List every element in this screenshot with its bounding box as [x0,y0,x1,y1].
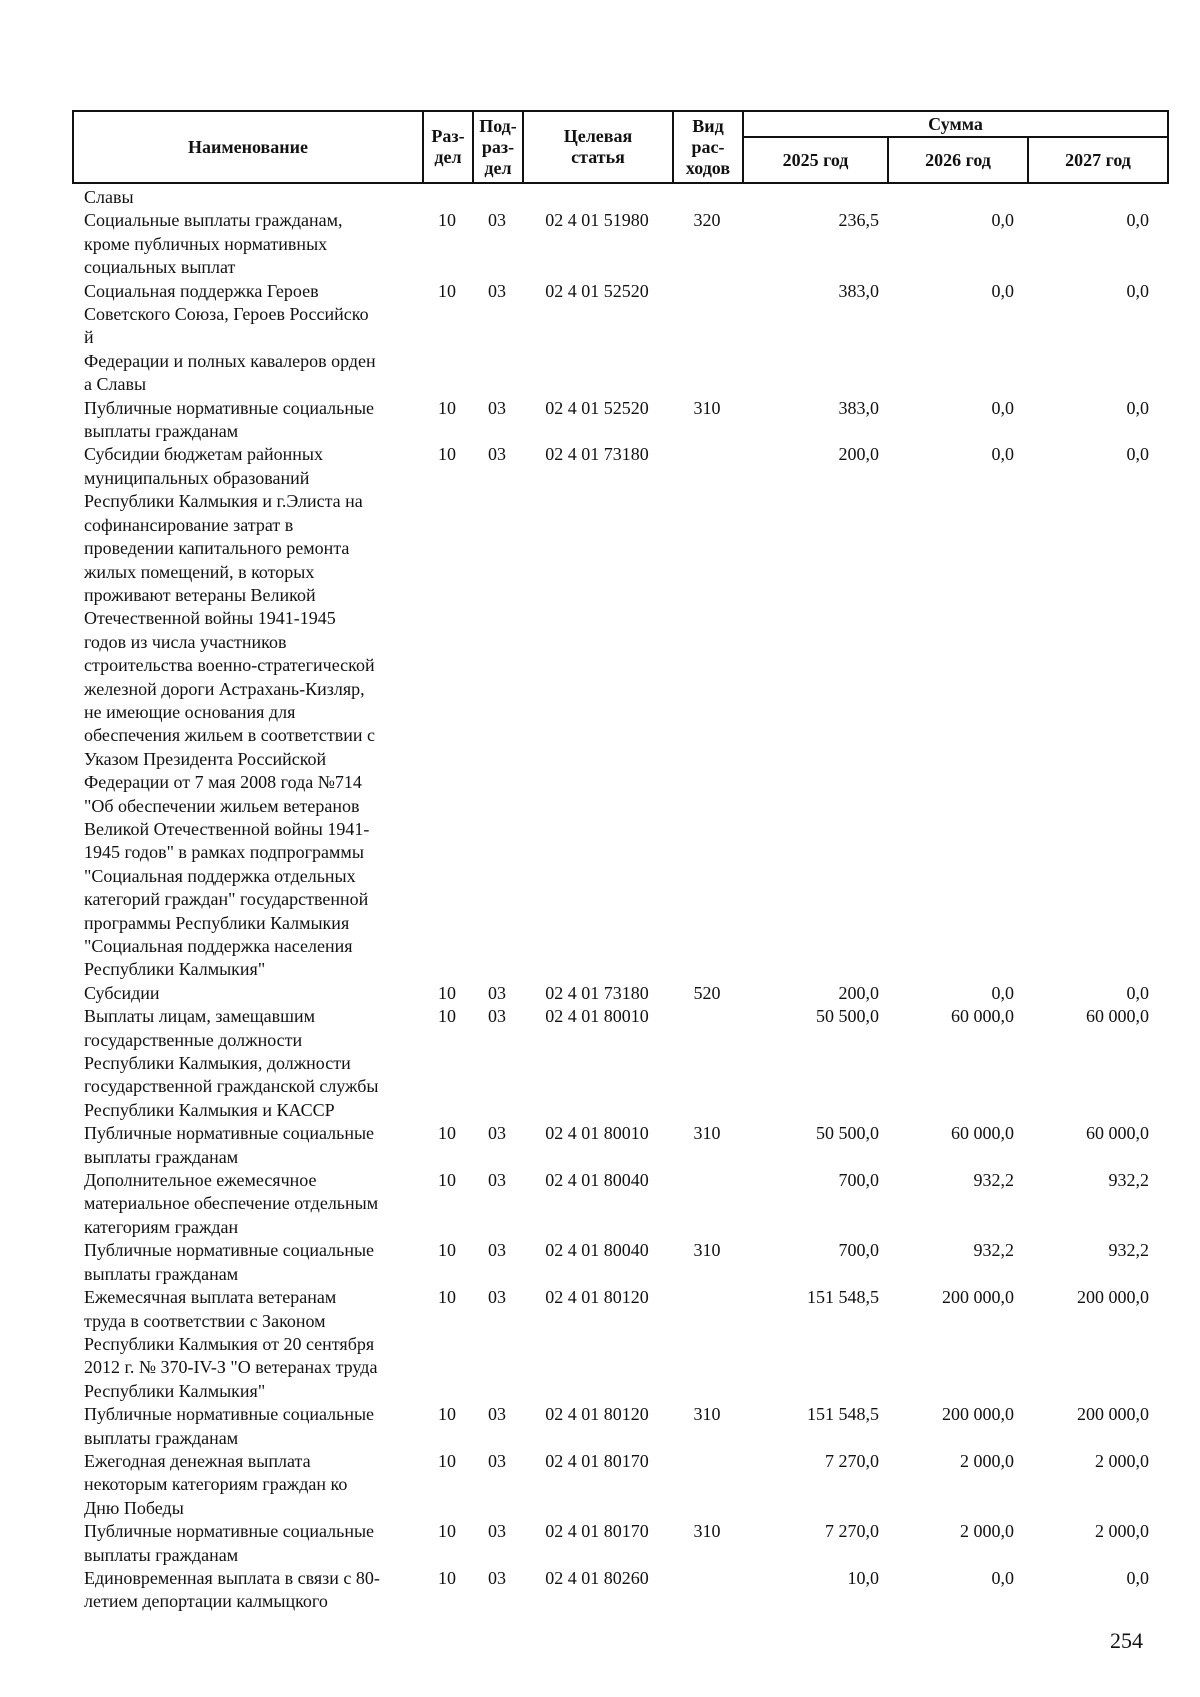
row-celevaya-statya: 02 4 01 80120 [545,1404,649,1425]
row-sum-2027: 2 000,0 [1095,1450,1149,1471]
row-celevaya-statya: 02 4 01 52520 [545,397,649,418]
table-row [72,1286,1167,1403]
row-podrazdel: 03 [488,982,506,1003]
row-sum-2025: 7 270,0 [825,1450,879,1471]
row-vid-rashodov: 320 [693,210,721,231]
row-celevaya-statya: 02 4 01 80170 [545,1521,649,1542]
header-summa: Сумма [743,111,1168,137]
row-razdel: 10 [438,1006,456,1027]
row-sum-2026: 0,0 [991,982,1014,1003]
row-sum-2026: 0,0 [991,444,1014,465]
table-row [72,209,1167,279]
row-podrazdel: 03 [488,1450,506,1471]
row-name: Ежегодная денежная выплата некоторым категориям граждан ко Дню Победы [84,1450,348,1518]
row-celevaya-statya: 02 4 01 80170 [545,1450,649,1471]
row-vid-rashodov: 310 [693,1240,721,1261]
row-podrazdel: 03 [488,397,506,418]
header-celevaya-statya: Целевая статья [523,111,673,183]
row-name: Публичные нормативные социальные выплаты гражданам [84,1521,375,1565]
row-name: Ежемесячная выплата ветеранам труда в соответствии с Законом Республики Калмыкия от 20 сентября 2012 г. № 370-IV-З "О ветеранах труда Республики Калмыкия" [84,1287,378,1401]
row-name: Социальные выплаты гражданам, кроме публичных нормативных социальных выплат [84,210,343,278]
row-sum-2026: 0,0 [991,210,1014,231]
row-name: Социальная поддержка Героев Советского Союза, Героев Российско й Федерации и полных кавалеров орден а Славы [84,280,376,395]
row-razdel: 10 [438,444,456,465]
header-vid-rashodov: Вид рас- ходов [673,111,743,183]
row-name: Субсидии бюджетам районных муниципальных образований Республики Калмыкия и г.Элиста на софинансирование затрат в проведении капитального ремонта жилых помещений, в которых проживают ветераны Великой Отечественной войны 1941-1945 годов из числа участников строительства военно-стратегической железной дороги Астрахань-Кизляр, не имеющие основания для обеспечения жильем в соответствии с Указом Президента Российской Федерации от 7 мая 2008 года №714 "Об обеспечении жильем ветеранов Великой Отечественной войны 1941- 1945 годов" в рамках подпрограммы "Социальная поддержка отдельных категорий граждан" государственной программы Республики Калмыкия "Социальная поддержка населения Республики Калмыкия" [84,444,375,980]
table-row [72,1520,1167,1567]
row-razdel: 10 [438,1521,456,1542]
row-razdel: 10 [438,1450,456,1471]
table-row [72,1169,1167,1239]
row-razdel: 10 [438,280,456,301]
row-vid-rashodov: 310 [693,1123,721,1144]
row-sum-2027: 932,2 [1108,1170,1149,1191]
row-sum-2026: 0,0 [991,1567,1014,1588]
row-podrazdel: 03 [488,1567,506,1588]
row-sum-2027: 60 000,0 [1086,1006,1149,1027]
row-sum-2026: 0,0 [991,280,1014,301]
table-row [72,280,1167,397]
header-year-2026: 2026 год [888,137,1028,183]
row-sum-2025: 151 548,5 [807,1404,879,1425]
row-name: Выплаты лицам, замещавшим государственные должности Республики Калмыкия, должности государственной гражданской службы Республики Калмыкия и КАССР [84,1006,379,1120]
row-podrazdel: 03 [488,280,506,301]
row-razdel: 10 [438,1170,456,1191]
table-row [72,1005,1167,1122]
table-row [72,1567,1167,1614]
header-razdel: Раз- дел [423,111,473,183]
table-row [72,1450,1167,1520]
table-row [72,982,1167,1005]
row-podrazdel: 03 [488,1123,506,1144]
header-podrazdel: Под- раз- дел [473,111,523,183]
row-vid-rashodov: 310 [693,1521,721,1542]
row-name: Дополнительное ежемесячное материальное обеспечение отдельным категориям граждан [84,1170,379,1237]
row-sum-2027: 200 000,0 [1077,1287,1149,1308]
row-sum-2026: 200 000,0 [942,1287,1014,1308]
row-vid-rashodov: 310 [693,1404,721,1425]
row-name: Публичные нормативные социальные выплаты гражданам [84,1404,375,1448]
row-sum-2025: 700,0 [838,1170,879,1191]
row-sum-2027: 2 000,0 [1095,1521,1149,1542]
row-sum-2025: 200,0 [838,982,879,1003]
row-sum-2026: 60 000,0 [951,1123,1014,1144]
row-sum-2025: 151 548,5 [807,1287,879,1308]
row-podrazdel: 03 [488,1170,506,1191]
row-name: Славы [84,187,134,207]
row-celevaya-statya: 02 4 01 80010 [545,1123,649,1144]
row-podrazdel: 03 [488,1006,506,1027]
row-podrazdel: 03 [488,1287,506,1308]
row-sum-2027: 200 000,0 [1077,1404,1149,1425]
row-sum-2025: 10,0 [847,1567,879,1588]
row-sum-2027: 0,0 [1126,982,1149,1003]
table-row [72,1239,1167,1286]
row-razdel: 10 [438,210,456,231]
header-name: Наименование [73,111,423,183]
row-name: Единовременная выплата в связи с 80- летием депортации калмыцкого [84,1567,380,1612]
row-celevaya-statya: 02 4 01 80260 [545,1567,649,1588]
row-sum-2026: 932,2 [973,1170,1014,1191]
row-celevaya-statya: 02 4 01 80040 [545,1170,649,1191]
row-razdel: 10 [438,1567,456,1588]
header-year-2027: 2027 год [1028,137,1168,183]
table-row [72,1403,1167,1450]
row-vid-rashodov: 310 [693,397,721,418]
row-sum-2025: 700,0 [838,1240,879,1261]
row-sum-2025: 236,5 [838,210,879,231]
table-row [72,1122,1167,1169]
row-sum-2027: 0,0 [1126,397,1149,418]
row-celevaya-statya: 02 4 01 80040 [545,1240,649,1261]
row-podrazdel: 03 [488,1404,506,1425]
row-sum-2027: 0,0 [1126,444,1149,465]
row-razdel: 10 [438,1404,456,1425]
row-name: Субсидии [84,982,160,1003]
row-sum-2027: 0,0 [1126,210,1149,231]
row-sum-2027: 0,0 [1126,1567,1149,1588]
row-razdel: 10 [438,1123,456,1144]
header-year-2025: 2025 год [743,137,888,183]
row-vid-rashodov: 520 [693,982,721,1003]
row-sum-2025: 50 500,0 [816,1123,879,1144]
row-podrazdel: 03 [488,1521,506,1542]
row-sum-2027: 932,2 [1108,1240,1149,1261]
row-celevaya-statya: 02 4 01 73180 [545,444,649,465]
row-celevaya-statya: 02 4 01 73180 [545,982,649,1003]
row-sum-2025: 200,0 [838,444,879,465]
row-sum-2025: 7 270,0 [825,1521,879,1542]
row-sum-2025: 50 500,0 [816,1006,879,1027]
row-sum-2026: 2 000,0 [960,1521,1014,1542]
budget-table-header [72,110,1169,184]
row-sum-2026: 2 000,0 [960,1450,1014,1471]
row-podrazdel: 03 [488,1240,506,1261]
row-sum-2027: 0,0 [1126,280,1149,301]
table-row [72,397,1167,444]
row-name: Публичные нормативные социальные выплаты гражданам [84,397,375,442]
row-celevaya-statya: 02 4 01 80010 [545,1006,649,1027]
row-razdel: 10 [438,982,456,1003]
row-razdel: 10 [438,1240,456,1261]
row-name: Публичные нормативные социальные выплаты гражданам [84,1240,375,1284]
page-number: 254 [1110,1628,1143,1653]
table-row [72,443,1167,981]
row-podrazdel: 03 [488,210,506,231]
row-sum-2026: 60 000,0 [951,1006,1014,1027]
row-sum-2025: 383,0 [838,397,879,418]
row-razdel: 10 [438,397,456,418]
row-razdel: 10 [438,1287,456,1308]
table-row [72,186,1167,209]
row-celevaya-statya: 02 4 01 52520 [545,280,649,301]
budget-table-body [72,186,1167,1614]
row-sum-2026: 200 000,0 [942,1404,1014,1425]
row-celevaya-statya: 02 4 01 51980 [545,210,649,231]
row-sum-2026: 0,0 [991,397,1014,418]
row-celevaya-statya: 02 4 01 80120 [545,1287,649,1308]
row-sum-2026: 932,2 [973,1240,1014,1261]
row-sum-2025: 383,0 [838,280,879,301]
row-podrazdel: 03 [488,444,506,465]
row-sum-2027: 60 000,0 [1086,1123,1149,1144]
row-name: Публичные нормативные социальные выплаты гражданам [84,1123,375,1167]
